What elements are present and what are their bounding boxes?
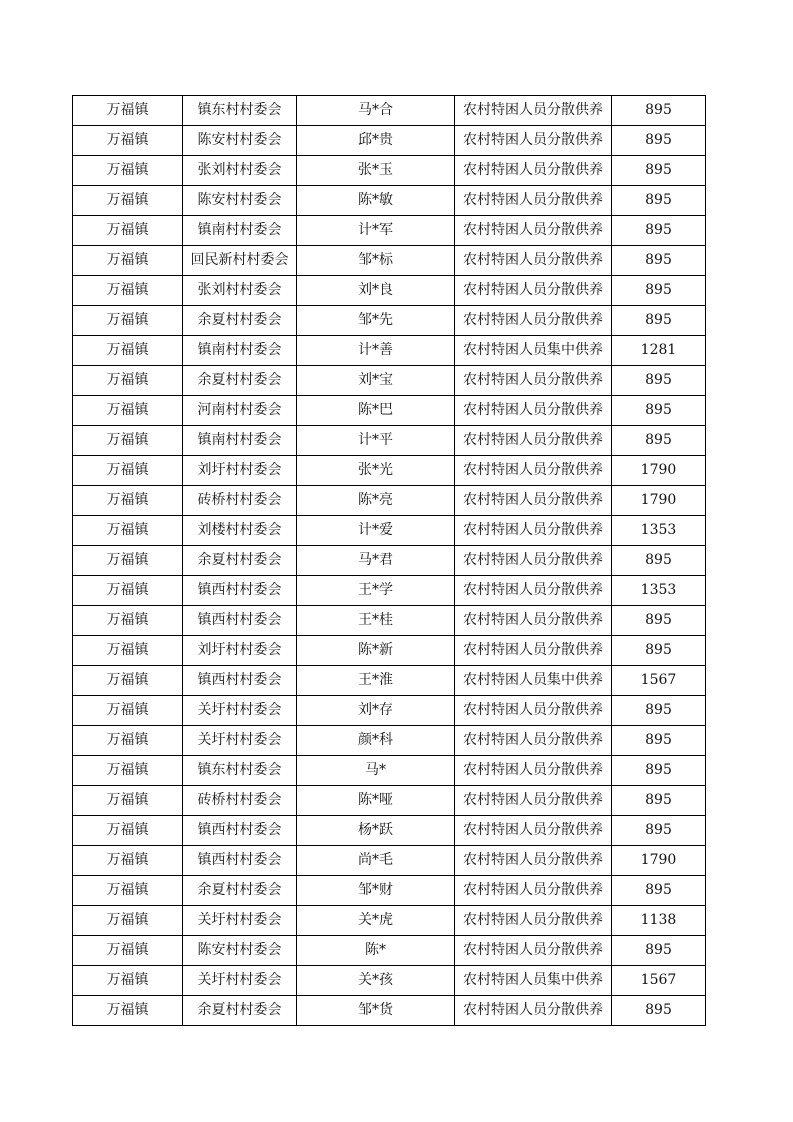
name-cell: 邹*财 (297, 876, 455, 906)
support-type-cell: 农村特困人员分散供养 (455, 426, 612, 456)
amount-cell: 1790 (612, 456, 706, 486)
support-type-cell: 农村特困人员分散供养 (455, 846, 612, 876)
town-cell: 万福镇 (73, 96, 183, 126)
name-cell: 马* (297, 756, 455, 786)
town-cell: 万福镇 (73, 426, 183, 456)
support-type-cell: 农村特困人员分散供养 (455, 396, 612, 426)
town-cell: 万福镇 (73, 906, 183, 936)
table-row (73, 546, 706, 576)
name-cell: 计*善 (297, 336, 455, 366)
village-cell: 余夏村村委会 (183, 996, 297, 1026)
name-cell: 马*君 (297, 546, 455, 576)
name-cell: 邹*先 (297, 306, 455, 336)
table-row (73, 996, 706, 1026)
support-type-cell: 农村特困人员分散供养 (455, 726, 612, 756)
roster-body (73, 96, 706, 1026)
table-row (73, 666, 706, 696)
amount-cell: 895 (612, 996, 706, 1026)
amount-cell: 895 (612, 96, 706, 126)
support-type-cell: 农村特困人员分散供养 (455, 516, 612, 546)
support-type-cell: 农村特困人员集中供养 (455, 666, 612, 696)
table-row (73, 906, 706, 936)
town-cell: 万福镇 (73, 576, 183, 606)
town-cell: 万福镇 (73, 306, 183, 336)
town-cell: 万福镇 (73, 876, 183, 906)
village-cell: 余夏村村委会 (183, 546, 297, 576)
village-cell: 镇西村村委会 (183, 666, 297, 696)
town-cell: 万福镇 (73, 726, 183, 756)
table-row (73, 936, 706, 966)
name-cell: 杨*跃 (297, 816, 455, 846)
support-type-cell: 农村特困人员分散供养 (455, 246, 612, 276)
village-cell: 河南村村委会 (183, 396, 297, 426)
name-cell: 张*光 (297, 456, 455, 486)
support-type-cell: 农村特困人员分散供养 (455, 276, 612, 306)
amount-cell: 1567 (612, 966, 706, 996)
amount-cell: 895 (612, 276, 706, 306)
name-cell: 颜*科 (297, 726, 455, 756)
name-cell: 陈*亮 (297, 486, 455, 516)
town-cell: 万福镇 (73, 996, 183, 1026)
town-cell: 万福镇 (73, 786, 183, 816)
support-type-cell: 农村特困人员分散供养 (455, 876, 612, 906)
town-cell: 万福镇 (73, 846, 183, 876)
table-row (73, 816, 706, 846)
town-cell: 万福镇 (73, 816, 183, 846)
village-cell: 砖桥村村委会 (183, 486, 297, 516)
village-cell: 陈安村村委会 (183, 186, 297, 216)
name-cell: 陈*新 (297, 636, 455, 666)
table-row (73, 246, 706, 276)
town-cell: 万福镇 (73, 486, 183, 516)
town-cell: 万福镇 (73, 126, 183, 156)
name-cell: 计*爱 (297, 516, 455, 546)
town-cell: 万福镇 (73, 366, 183, 396)
amount-cell: 895 (612, 126, 706, 156)
amount-cell: 895 (612, 216, 706, 246)
town-cell: 万福镇 (73, 636, 183, 666)
support-type-cell: 农村特困人员分散供养 (455, 636, 612, 666)
name-cell: 计*平 (297, 426, 455, 456)
village-cell: 张刘村村委会 (183, 276, 297, 306)
amount-cell: 895 (612, 696, 706, 726)
name-cell: 张*玉 (297, 156, 455, 186)
name-cell: 尚*毛 (297, 846, 455, 876)
amount-cell: 895 (612, 816, 706, 846)
amount-cell: 895 (612, 396, 706, 426)
table-row (73, 216, 706, 246)
village-cell: 关圩村村委会 (183, 726, 297, 756)
table-row (73, 696, 706, 726)
support-type-cell: 农村特困人员分散供养 (455, 576, 612, 606)
name-cell: 王*淮 (297, 666, 455, 696)
amount-cell: 895 (612, 786, 706, 816)
amount-cell: 895 (612, 246, 706, 276)
table-row (73, 126, 706, 156)
village-cell: 余夏村村委会 (183, 306, 297, 336)
name-cell: 邱*贵 (297, 126, 455, 156)
amount-cell: 1281 (612, 336, 706, 366)
support-type-cell: 农村特困人员分散供养 (455, 546, 612, 576)
village-cell: 镇东村村委会 (183, 96, 297, 126)
table-row (73, 786, 706, 816)
amount-cell: 895 (612, 936, 706, 966)
town-cell: 万福镇 (73, 936, 183, 966)
amount-cell: 895 (612, 186, 706, 216)
table-row (73, 276, 706, 306)
table-row (73, 966, 706, 996)
village-cell: 砖桥村村委会 (183, 786, 297, 816)
support-type-cell: 农村特困人员分散供养 (455, 696, 612, 726)
name-cell: 刘*存 (297, 696, 455, 726)
amount-cell: 895 (612, 876, 706, 906)
name-cell: 刘*良 (297, 276, 455, 306)
amount-cell: 1353 (612, 576, 706, 606)
table-row (73, 636, 706, 666)
village-cell: 镇西村村委会 (183, 816, 297, 846)
village-cell: 镇南村村委会 (183, 426, 297, 456)
village-cell: 刘楼村村委会 (183, 516, 297, 546)
name-cell: 计*军 (297, 216, 455, 246)
village-cell: 刘圩村村委会 (183, 636, 297, 666)
name-cell: 王*学 (297, 576, 455, 606)
support-type-cell: 农村特困人员分散供养 (455, 156, 612, 186)
support-type-cell: 农村特困人员分散供养 (455, 996, 612, 1026)
table-row (73, 726, 706, 756)
support-type-cell: 农村特困人员集中供养 (455, 966, 612, 996)
amount-cell: 1353 (612, 516, 706, 546)
name-cell: 陈*敏 (297, 186, 455, 216)
name-cell: 邹*标 (297, 246, 455, 276)
name-cell: 陈* (297, 936, 455, 966)
town-cell: 万福镇 (73, 246, 183, 276)
town-cell: 万福镇 (73, 606, 183, 636)
table-row (73, 96, 706, 126)
amount-cell: 895 (612, 306, 706, 336)
support-type-cell: 农村特困人员分散供养 (455, 96, 612, 126)
support-type-cell: 农村特困人员分散供养 (455, 366, 612, 396)
table-row (73, 516, 706, 546)
town-cell: 万福镇 (73, 756, 183, 786)
amount-cell: 1567 (612, 666, 706, 696)
name-cell: 关*虎 (297, 906, 455, 936)
support-type-cell: 农村特困人员分散供养 (455, 756, 612, 786)
support-type-cell: 农村特困人员分散供养 (455, 606, 612, 636)
name-cell: 陈*哑 (297, 786, 455, 816)
amount-cell: 895 (612, 156, 706, 186)
amount-cell: 895 (612, 546, 706, 576)
support-type-cell: 农村特困人员分散供养 (455, 216, 612, 246)
relief-roster-table (72, 95, 706, 1026)
town-cell: 万福镇 (73, 156, 183, 186)
support-type-cell: 农村特困人员分散供养 (455, 306, 612, 336)
table-row (73, 156, 706, 186)
support-type-cell: 农村特困人员分散供养 (455, 936, 612, 966)
town-cell: 万福镇 (73, 276, 183, 306)
town-cell: 万福镇 (73, 216, 183, 246)
village-cell: 关圩村村委会 (183, 696, 297, 726)
amount-cell: 895 (612, 756, 706, 786)
village-cell: 镇东村村委会 (183, 756, 297, 786)
town-cell: 万福镇 (73, 396, 183, 426)
name-cell: 王*桂 (297, 606, 455, 636)
table-row (73, 336, 706, 366)
town-cell: 万福镇 (73, 186, 183, 216)
village-cell: 陈安村村委会 (183, 936, 297, 966)
name-cell: 马*合 (297, 96, 455, 126)
name-cell: 邹*货 (297, 996, 455, 1026)
village-cell: 镇西村村委会 (183, 576, 297, 606)
name-cell: 陈*巴 (297, 396, 455, 426)
town-cell: 万福镇 (73, 966, 183, 996)
table-row (73, 486, 706, 516)
amount-cell: 895 (612, 366, 706, 396)
table-row (73, 876, 706, 906)
support-type-cell: 农村特困人员分散供养 (455, 126, 612, 156)
village-cell: 陈安村村委会 (183, 126, 297, 156)
amount-cell: 895 (612, 606, 706, 636)
village-cell: 余夏村村委会 (183, 876, 297, 906)
support-type-cell: 农村特困人员分散供养 (455, 186, 612, 216)
town-cell: 万福镇 (73, 696, 183, 726)
village-cell: 关圩村村委会 (183, 966, 297, 996)
village-cell: 关圩村村委会 (183, 906, 297, 936)
village-cell: 镇西村村委会 (183, 606, 297, 636)
table-row (73, 186, 706, 216)
table-row (73, 306, 706, 336)
village-cell: 回民新村村委会 (183, 246, 297, 276)
amount-cell: 895 (612, 726, 706, 756)
town-cell: 万福镇 (73, 666, 183, 696)
village-cell: 余夏村村委会 (183, 366, 297, 396)
name-cell: 关*孩 (297, 966, 455, 996)
amount-cell: 1790 (612, 486, 706, 516)
table-row (73, 456, 706, 486)
town-cell: 万福镇 (73, 546, 183, 576)
table-row (73, 576, 706, 606)
village-cell: 张刘村村委会 (183, 156, 297, 186)
village-cell: 镇南村村委会 (183, 216, 297, 246)
amount-cell: 895 (612, 636, 706, 666)
town-cell: 万福镇 (73, 336, 183, 366)
town-cell: 万福镇 (73, 516, 183, 546)
village-cell: 刘圩村村委会 (183, 456, 297, 486)
support-type-cell: 农村特困人员分散供养 (455, 906, 612, 936)
support-type-cell: 农村特困人员分散供养 (455, 486, 612, 516)
table-row (73, 846, 706, 876)
table-row (73, 396, 706, 426)
amount-cell: 1790 (612, 846, 706, 876)
town-cell: 万福镇 (73, 456, 183, 486)
table-row (73, 426, 706, 456)
support-type-cell: 农村特困人员分散供养 (455, 816, 612, 846)
village-cell: 镇南村村委会 (183, 336, 297, 366)
table-row (73, 366, 706, 396)
amount-cell: 1138 (612, 906, 706, 936)
table-row (73, 606, 706, 636)
name-cell: 刘*宝 (297, 366, 455, 396)
support-type-cell: 农村特困人员集中供养 (455, 336, 612, 366)
support-type-cell: 农村特困人员分散供养 (455, 786, 612, 816)
village-cell: 镇西村村委会 (183, 846, 297, 876)
support-type-cell: 农村特困人员分散供养 (455, 456, 612, 486)
amount-cell: 895 (612, 426, 706, 456)
table-row (73, 756, 706, 786)
